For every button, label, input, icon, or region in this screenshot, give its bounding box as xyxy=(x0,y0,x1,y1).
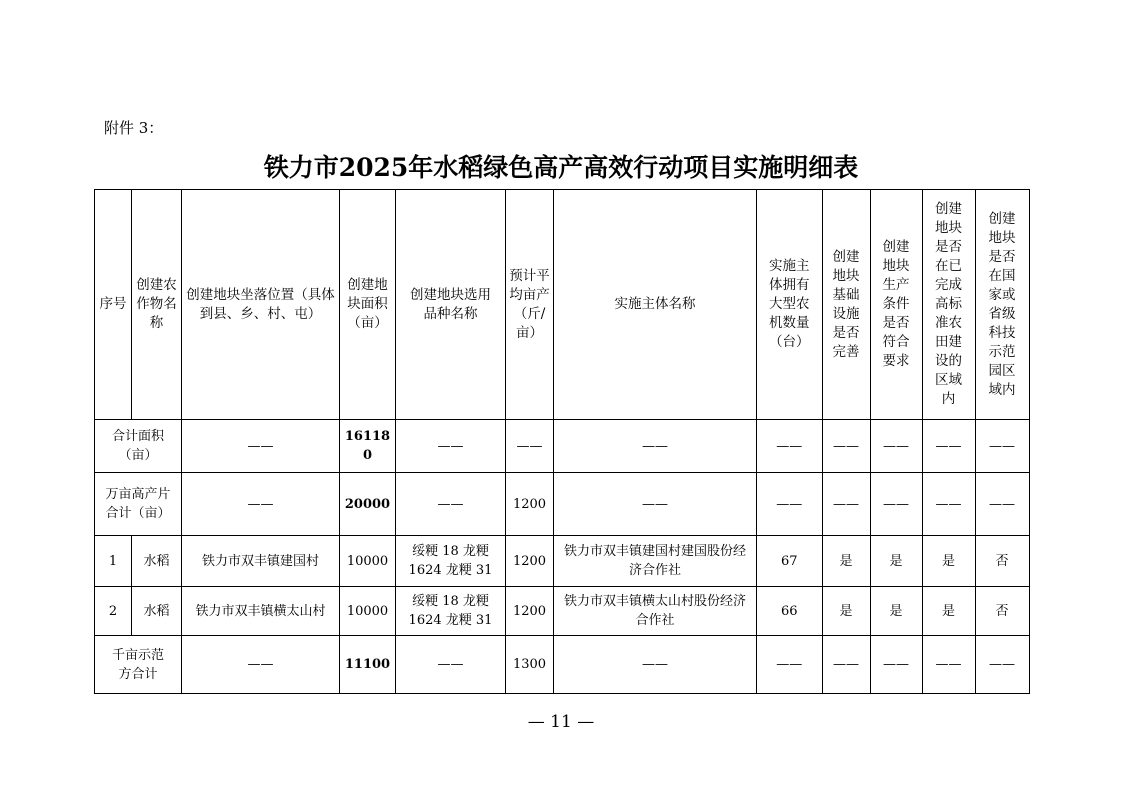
row2-location: 铁力市双丰镇横太山村 xyxy=(182,587,340,636)
header-hs-farmland: 创建地块是否在已完成高标准农田建设的区域内 xyxy=(922,190,975,420)
row1-hs-farmland: 是 xyxy=(922,536,975,587)
row1-area: 10000 xyxy=(340,536,396,587)
qianmu-location: —— xyxy=(182,636,340,694)
total-hs-farmland: —— xyxy=(922,420,975,473)
row2-hs-farmland: 是 xyxy=(922,587,975,636)
header-location: 创建地块坐落位置（具体到县、乡、村、屯） xyxy=(182,190,340,420)
row2-machines: 66 xyxy=(757,587,823,636)
header-demo-park: 创建地块是否在国家或省级科技示范园区域内 xyxy=(975,190,1029,420)
attachment-label: 附件 3： xyxy=(104,119,164,137)
wanmu-machines: —— xyxy=(757,473,823,536)
wanmu-entity: —— xyxy=(554,473,757,536)
header-entity: 实施主体名称 xyxy=(554,190,757,420)
qianmu-label: 千亩示范方合计 xyxy=(95,636,182,694)
qianmu-row xyxy=(95,636,1030,694)
header-variety: 创建地块选用品种名称 xyxy=(396,190,506,420)
wanmu-facilities: —— xyxy=(822,473,870,536)
row1-location: 铁力市双丰镇建国村 xyxy=(182,536,340,587)
document-title: 铁力市2025年水稻绿色高产高效行动项目实施明细表 xyxy=(263,153,859,182)
total-yield: —— xyxy=(506,420,554,473)
total-machines: —— xyxy=(757,420,823,473)
wanmu-row xyxy=(95,473,1030,536)
row1-yield: 1200 xyxy=(506,536,554,587)
row2-seq: 2 xyxy=(95,587,132,636)
header-machines: 实施主体拥有大型农机数量（台） xyxy=(757,190,823,420)
wanmu-hs-farmland: —— xyxy=(922,473,975,536)
header-seq: 序号 xyxy=(95,190,132,420)
row2-crop: 水稻 xyxy=(132,587,182,636)
row1-facilities: 是 xyxy=(822,536,870,587)
header-facilities: 创建地块基础设施是否完善 xyxy=(822,190,870,420)
qianmu-entity: —— xyxy=(554,636,757,694)
total-demo-park: —— xyxy=(975,420,1029,473)
total-facilities: —— xyxy=(822,420,870,473)
row1-machines: 67 xyxy=(757,536,823,587)
qianmu-facilities: —— xyxy=(822,636,870,694)
header-crop: 创建农作物名称 xyxy=(132,190,182,420)
total-variety: —— xyxy=(396,420,506,473)
total-row xyxy=(95,420,1030,473)
header-yield: 预计平均亩产（斤/亩） xyxy=(506,190,554,420)
total-label: 合计面积（亩） xyxy=(95,420,182,473)
wanmu-conditions: —— xyxy=(870,473,922,536)
row2-area: 10000 xyxy=(340,587,396,636)
row2-demo-park: 否 xyxy=(975,587,1029,636)
row2-entity: 铁力市双丰镇横太山村股份经济合作社 xyxy=(554,587,757,636)
row2-conditions: 是 xyxy=(870,587,922,636)
header-area: 创建地块面积（亩） xyxy=(340,190,396,420)
qianmu-variety: —— xyxy=(396,636,506,694)
row2-variety: 绥粳 18 龙粳 1624 龙粳 31 xyxy=(396,587,506,636)
row1-variety: 绥粳 18 龙粳 1624 龙粳 31 xyxy=(396,536,506,587)
qianmu-area: 11100 xyxy=(340,636,396,694)
total-conditions: —— xyxy=(870,420,922,473)
total-area: 161180 xyxy=(340,420,396,473)
qianmu-hs-farmland: —— xyxy=(922,636,975,694)
wanmu-demo-park: —— xyxy=(975,473,1029,536)
detail-table xyxy=(94,189,1030,694)
row1-seq: 1 xyxy=(95,536,132,587)
total-location: —— xyxy=(182,420,340,473)
header-conditions: 创建地块生产条件是否符合要求 xyxy=(870,190,922,420)
row1-demo-park: 否 xyxy=(975,536,1029,587)
wanmu-variety: —— xyxy=(396,473,506,536)
row1-entity: 铁力市双丰镇建国村建国股份经济合作社 xyxy=(554,536,757,587)
row1-crop: 水稻 xyxy=(132,536,182,587)
header-row xyxy=(95,190,1030,420)
table-row xyxy=(95,587,1030,636)
page-number: — 11 — xyxy=(527,712,595,732)
row2-facilities: 是 xyxy=(822,587,870,636)
table-row xyxy=(95,536,1030,587)
qianmu-machines: —— xyxy=(757,636,823,694)
qianmu-yield: 1300 xyxy=(506,636,554,694)
qianmu-demo-park: —— xyxy=(975,636,1029,694)
wanmu-label: 万亩高产片合计（亩） xyxy=(95,473,182,536)
wanmu-location: —— xyxy=(182,473,340,536)
row1-conditions: 是 xyxy=(870,536,922,587)
qianmu-conditions: —— xyxy=(870,636,922,694)
row2-yield: 1200 xyxy=(506,587,554,636)
wanmu-yield: 1200 xyxy=(506,473,554,536)
wanmu-area: 20000 xyxy=(340,473,396,536)
total-entity: —— xyxy=(554,420,757,473)
